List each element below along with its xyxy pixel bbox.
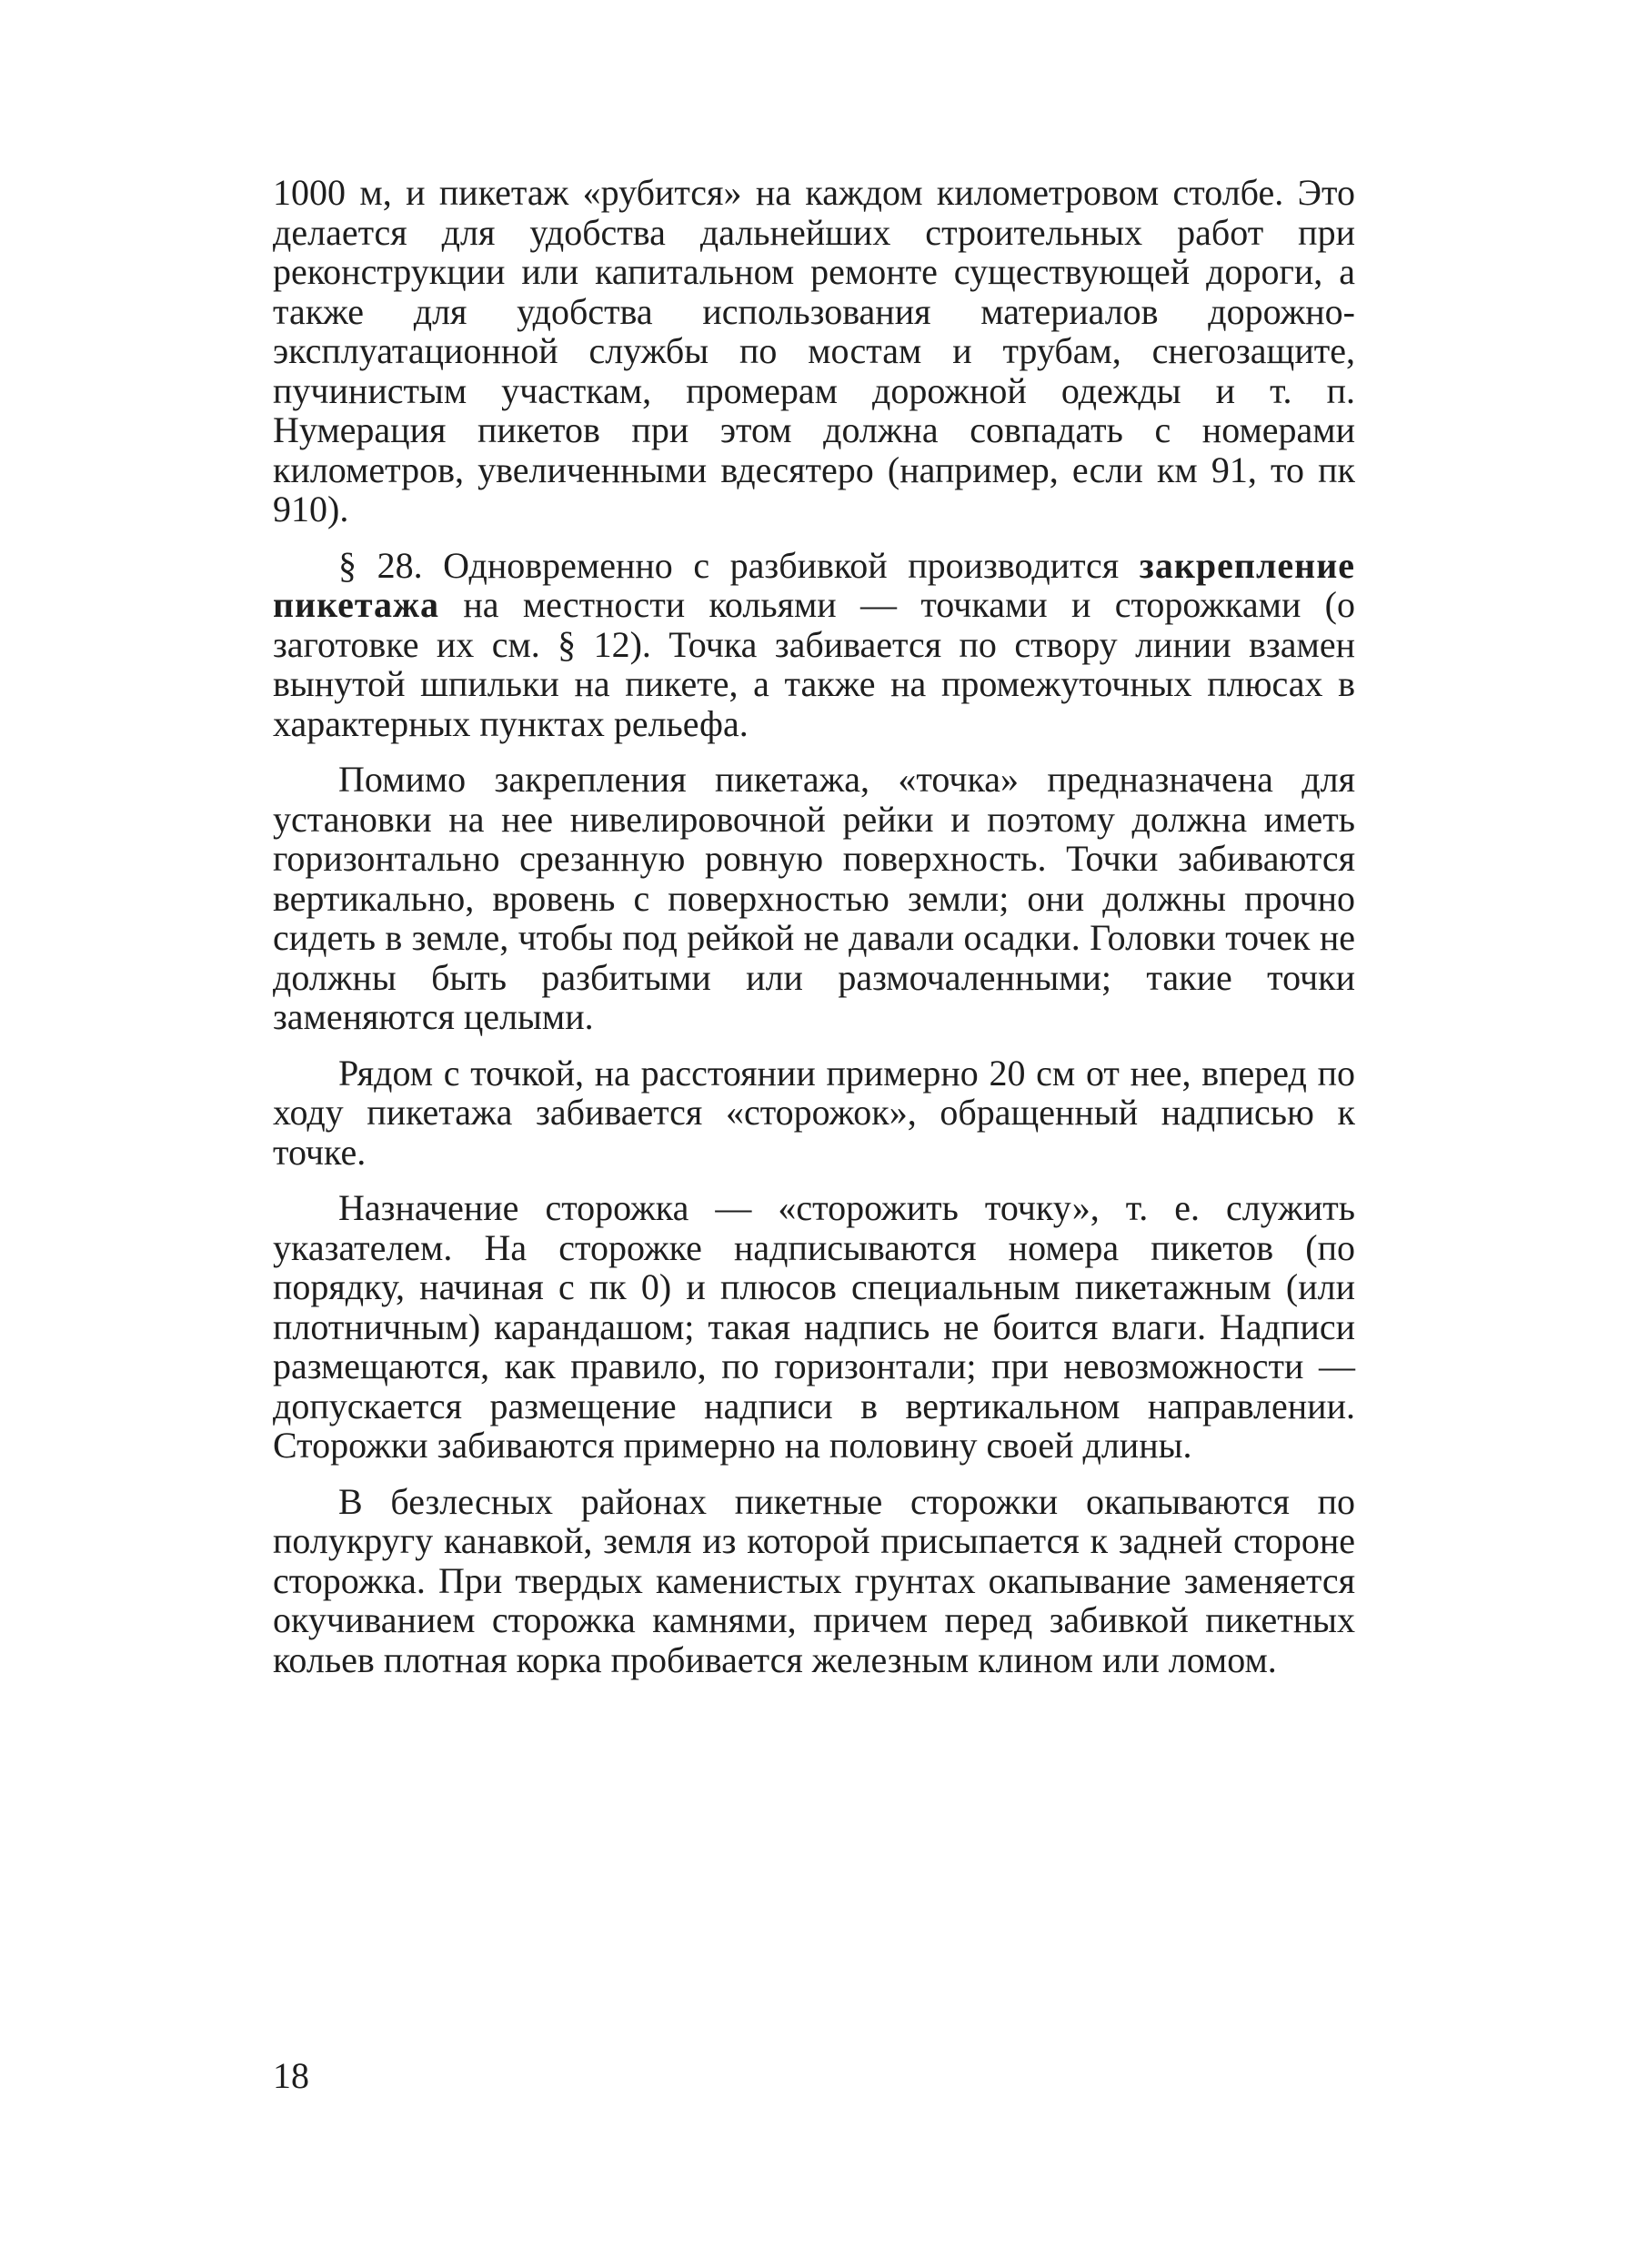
paragraph-2-term: закрепление пикетажа (273, 544, 1355, 625)
paragraph-5: Назначение сторожка — «сторожить точку», т. е. служить указателем. На сторожке надписываются номера пикетов (по порядку, начиная с пк 0) и плюсов специальным пикетажным (или плотничным) карандашом; такая надпись не боится влаги. Надписи размещаются, как правило, по горизонтали; при невозможности — допускается размещение надписи в вертикальном направлении. Сторожки забиваются примерно на половину своей длины. (273, 1187, 1355, 1466)
paragraph-6: В безлесных районах пикетные сторожки окапываются по полукругу канавкой, земля из которой присыпается к задней стороне сторожка. При твердых каменистых грунтах окапывание заменяется окучиванием сторожка камнями, причем перед забивкой пикетных кольев плотная корка пробивается железным клином или ломом. (273, 1480, 1355, 1680)
paragraph-2-suffix: на местности кольями — точками и сторожками (о заготовке их см. § 12). Точка забивается по створу линии взамен вынутой шпильки на пикете, а также на промежуточных плюсах в характерных пунктах рельефа. (273, 584, 1355, 744)
paragraph-2 (273, 546, 1355, 744)
page-text (273, 173, 1355, 1696)
page-number: 18 (273, 2055, 309, 2096)
paragraph-2-prefix: § 28. Одновременно с разбивкой производится (338, 544, 1140, 586)
paragraph-4: Рядом с точкой, на расстоянии примерно 20 см от нее, вперед по ходу пикетажа забивается «сторожок», обращенный надписью к точке. (273, 1052, 1355, 1173)
paragraph-1: 1000 м, и пикетаж «рубится» на каждом километровом столбе. Это делается для удобства дальнейших строительных работ при реконструкции или капитальном ремонте существующей дороги, а также для удобства использования материалов дорожно-эксплуатационной службы по мостам и трубам, снегозащите, пучинистым участкам, промерам дорожной одежды и т. п. Нумерация пикетов при этом должна совпадать с номерами километров, увеличенными вдесятеро (например, если км 91, то пк 910). (273, 172, 1355, 529)
paragraph-3: Помимо закрепления пикетажа, «точка» предназначена для установки на нее нивелировочной рейки и поэтому должна иметь горизонтально срезанную ровную поверхность. Точки забиваются вертикально, вровень с поверхностью земли; они должны прочно сидеть в земле, чтобы под рейкой не давали осадки. Головки точек не должны быть разбитыми или размочаленными; такие точки заменяются целыми. (273, 759, 1355, 1037)
